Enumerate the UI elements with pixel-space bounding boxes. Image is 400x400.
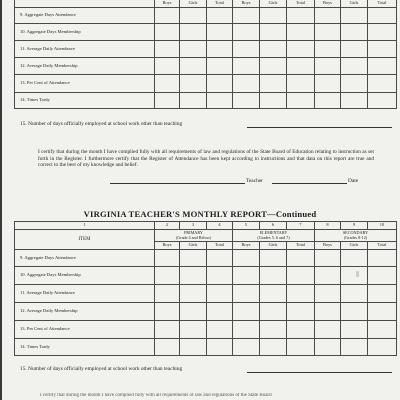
col-subheader: Girls — [180, 0, 207, 8]
days-employed-label: 15. Number of days officially employed at school work other than teaching — [20, 366, 183, 372]
row-label: 11. Average Daily Attendance — [15, 41, 155, 58]
table-row — [15, 75, 397, 93]
col-subheader: Total — [207, 0, 233, 8]
table-row — [15, 24, 397, 41]
teacher-signature-field[interactable] — [110, 183, 245, 184]
col-subheader: Girls — [341, 0, 368, 8]
ink-mark — [356, 271, 359, 277]
subheader-row — [15, 0, 397, 8]
group-header-elementary — [233, 230, 315, 242]
col-subheader: Total — [368, 0, 397, 8]
table-row — [15, 303, 397, 321]
col-subheader: Boys — [233, 0, 260, 8]
col-subheader: Total — [287, 242, 315, 250]
group-header-row — [15, 230, 397, 242]
group-header-secondary — [315, 230, 397, 242]
table-row — [15, 267, 397, 285]
col-subheader: Total — [368, 242, 397, 250]
group-detail: (Grades 5, 6 and 7) — [257, 234, 290, 240]
table-row — [15, 285, 397, 303]
row-label: 9. Aggregate Days Attendance — [15, 8, 155, 24]
row-label: 13. Per Cent of Attendance — [15, 321, 155, 339]
table-row — [15, 339, 397, 356]
column-number: 5 — [233, 222, 260, 230]
column-number: 7 — [287, 222, 315, 230]
row-label: 14. Times Tardy — [15, 339, 155, 356]
row-label: 12. Average Daily Membership — [15, 303, 155, 321]
row-label: 10. Aggregate Days Membership — [15, 24, 155, 41]
column-number-row — [15, 222, 397, 230]
column-number: 2 — [155, 222, 180, 230]
row-label: 9. Aggregate Days Attendance — [15, 250, 155, 267]
col-subheader: Girls — [180, 242, 207, 250]
column-number: 8 — [315, 222, 341, 230]
col-subheader: Total — [207, 242, 233, 250]
row-label: 14. Times Tardy — [15, 93, 155, 109]
col-subheader: Girls — [260, 0, 287, 8]
report-title: VIRGINIA TEACHER'S MONTHLY REPORT—Continued — [83, 209, 317, 219]
attendance-table-top — [14, 0, 397, 109]
table-row — [15, 58, 397, 75]
group-header-primary — [155, 230, 233, 242]
col-subheader: Boys — [155, 242, 180, 250]
group-name: PRIMARY — [184, 229, 203, 235]
certification-text: I certify that during the month I have complied fully with all requirements of law and regulations of the State Board of Education relating to instruction as set forth in the Register. I furthermore certify that the Register of Attendance has been kept according to instructions and that data on this report are true and correct to the best of my knowledge and belief. — [38, 149, 374, 169]
row-label: 10. Aggregate Days Membership — [15, 267, 155, 285]
col-subheader: Boys — [233, 242, 260, 250]
col-subheader: Girls — [260, 242, 287, 250]
col-subheader: Boys — [155, 0, 180, 8]
table-row — [15, 321, 397, 339]
table-row — [15, 250, 397, 267]
column-number: 6 — [260, 222, 287, 230]
group-name: SECONDARY — [342, 229, 369, 235]
table-row — [15, 8, 397, 24]
days-employed-label: 15. Number of days officially employed at school work other than teaching — [20, 121, 183, 127]
column-number: 9 — [341, 222, 368, 230]
column-number: 3 — [180, 222, 207, 230]
column-number: 4 — [207, 222, 233, 230]
table-row — [15, 93, 397, 109]
column-number: 10 — [368, 222, 397, 230]
days-employed-field[interactable] — [247, 127, 392, 128]
col-subheader: Boys — [315, 242, 341, 250]
date-field[interactable] — [272, 183, 347, 184]
column-number: 1 — [15, 222, 155, 230]
date-label: Date — [348, 178, 359, 184]
group-name: ELEMENTARY — [259, 229, 288, 235]
item-header: ITEM — [15, 230, 155, 250]
col-subheader: Total — [287, 0, 315, 8]
certification-text-partial: I certify that during the month I have complied fully with all requirements of law and regulations of the State Board — [40, 393, 272, 398]
group-detail: (Grades 8-12) — [343, 234, 368, 240]
row-label: 11. Average Daily Attendance — [15, 285, 155, 303]
table-row — [15, 41, 397, 58]
days-employed-field[interactable] — [247, 372, 392, 373]
col-subheader: Boys — [315, 0, 341, 8]
attendance-table-bottom — [14, 221, 397, 356]
row-label: 13. Per Cent of Attendance — [15, 75, 155, 93]
row-label: 12. Average Daily Membership — [15, 58, 155, 75]
group-detail: (Grade 4 and Below) — [175, 234, 212, 240]
col-subheader: Girls — [341, 242, 368, 250]
teacher-label: Teacher — [246, 178, 263, 184]
